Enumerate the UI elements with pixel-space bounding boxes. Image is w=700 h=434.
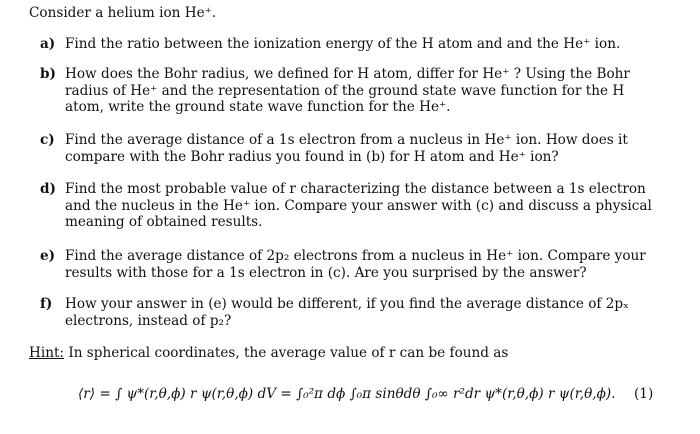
- question-text: Find the average distance of 2p₂ electrons from a nucleus in He⁺ ion. Compare your results with those for a 1s electron in (c). Are you surprised by the answer?: [65, 248, 646, 281]
- question-text: How your answer in (e) would be different, if you find the average distance of 2pₓ electrons, instead of p₂?: [65, 296, 629, 329]
- equation-block: [78, 382, 678, 412]
- question-label: c): [40, 132, 55, 148]
- question-b: [40, 66, 660, 116]
- question-text: Find the most probable value of r characterizing the distance between a 1s electron and the nucleus in the He⁺ ion. Compare your answer with (c) and discuss a physical meaning of obtained results.: [65, 181, 652, 230]
- question-label: e): [40, 248, 56, 264]
- hint-text: In spherical coordinates, the average value of r can be found as: [64, 345, 509, 361]
- question-label: d): [40, 181, 56, 197]
- hint-label: Hint:: [29, 345, 64, 361]
- question-label: f): [40, 296, 53, 312]
- hint-line: [29, 344, 508, 362]
- question-text: Find the average distance of a 1s electron from a nucleus in He⁺ ion. How does it compare with the Bohr radius you found in (b) for H atom and He⁺ ion?: [65, 132, 628, 165]
- equation-formula: ⟨r⟩ = ∫ ψ*(r,θ,ϕ) r ψ(r,θ,ϕ) dV = ∫₀²π dϕ ∫₀π sinθdθ ∫₀∞ r²dr ψ*(r,θ,ϕ) r ψ(r,θ,ϕ).: [78, 386, 616, 402]
- question-c: [40, 132, 660, 165]
- question-text: How does the Bohr radius, we defined for H atom, differ for He⁺ ? Using the Bohr radius of He⁺ and the representation of the ground state wave function for the H atom, write the ground state wave function for the He⁺.: [65, 66, 630, 115]
- question-e: [40, 248, 660, 281]
- question-a: [40, 36, 660, 53]
- equation-number: (1): [634, 386, 654, 402]
- question-d: [40, 181, 660, 231]
- question-label: a): [40, 36, 56, 52]
- question-label: b): [40, 66, 56, 82]
- question-f: [40, 296, 660, 329]
- question-text: Find the ratio between the ionization energy of the H atom and and the He⁺ ion.: [65, 36, 621, 52]
- intro-text: Consider a helium ion He⁺.: [29, 5, 217, 21]
